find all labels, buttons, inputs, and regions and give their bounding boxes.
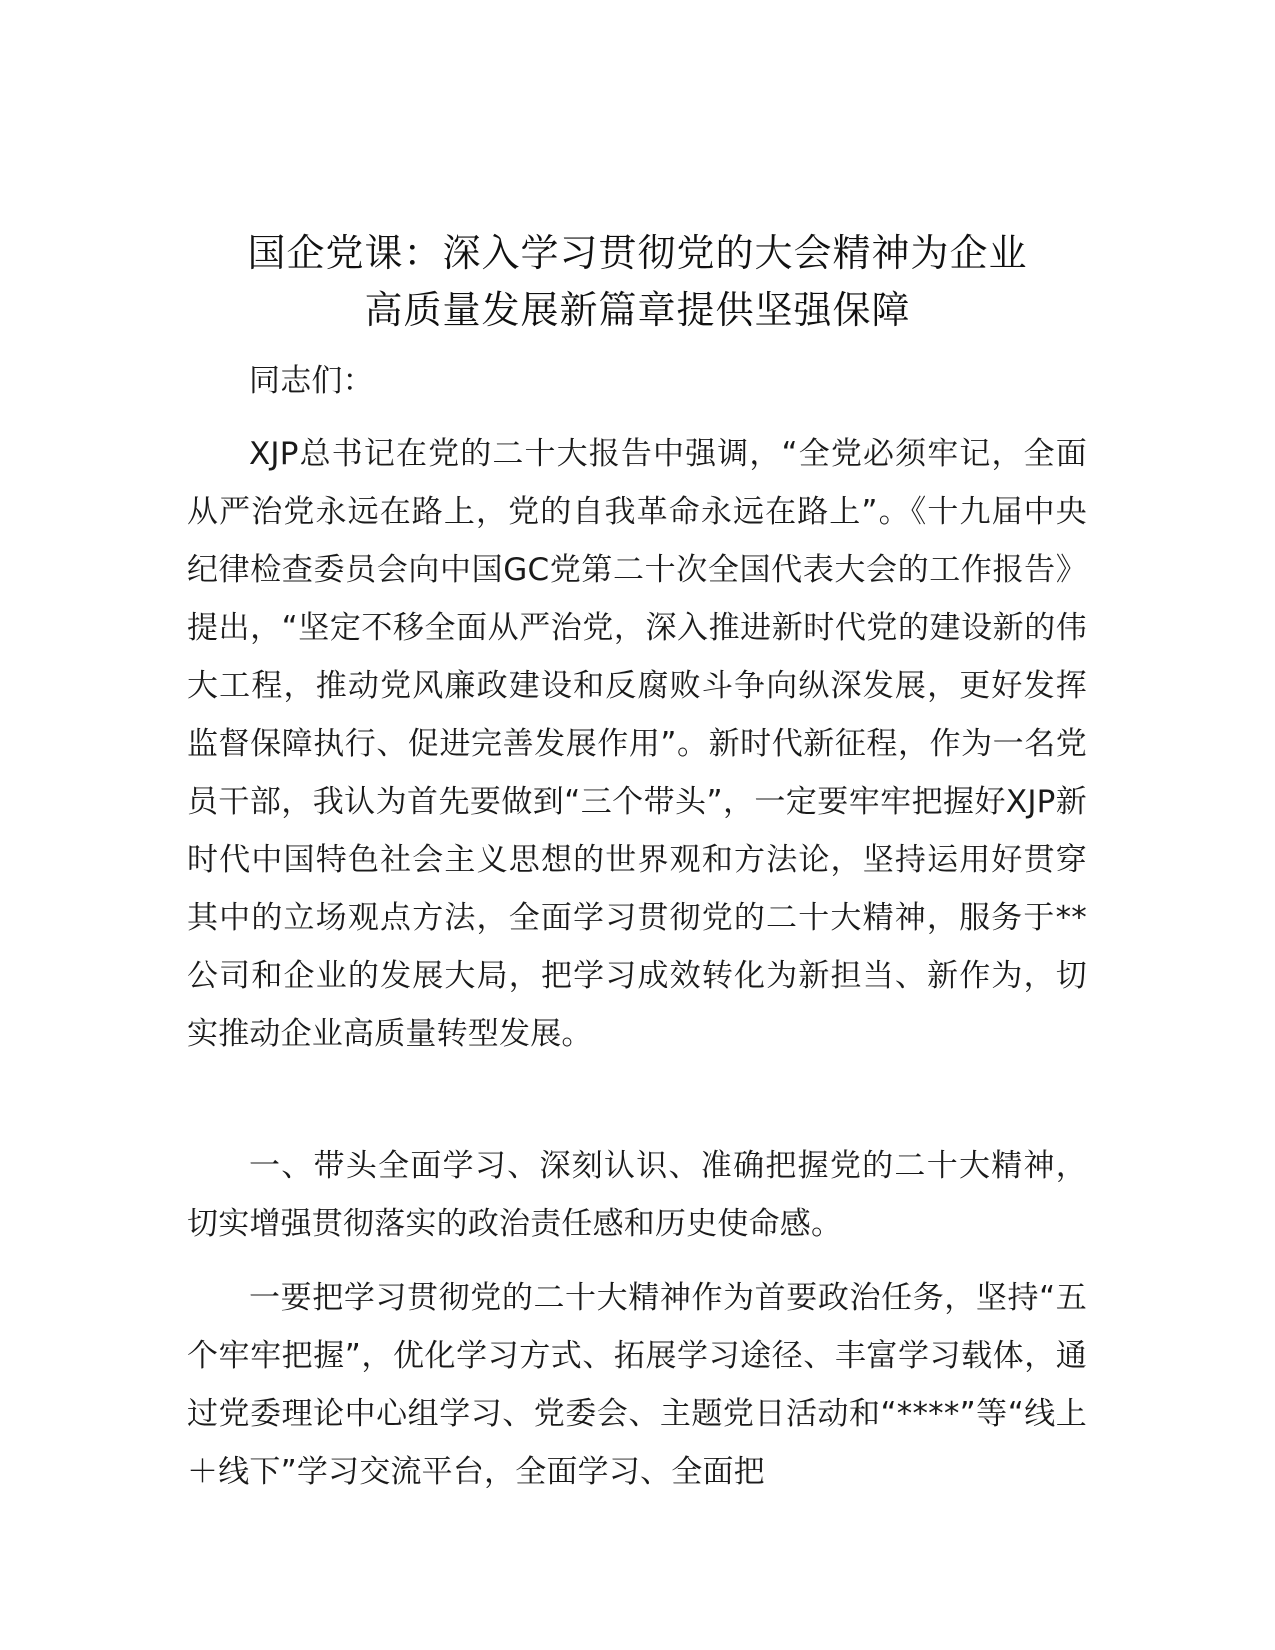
document-title-line-2: 高质量发展新篇章提供坚强保障 — [364, 288, 911, 332]
section-heading-1: 一、带头全面学习、深刻认识、准确把握党的二十大精神，切实增强贯彻落实的政治责任感和历史使命感。 — [187, 1148, 1087, 1242]
document-title-line-1: 国企党课：深入学习贯彻党的大会精神为企业 — [247, 231, 1028, 275]
document-title — [180, 225, 1095, 339]
salutation: 同志们： — [249, 363, 374, 399]
paragraph-point-1: 一要把学习贯彻党的二十大精神作为首要政治任务，坚持“五个牢牢把握”，优化学习方式、拓展学习途径、丰富学习载体，通过党委理论中心组学习、党委会、主题党日活动和“****”等“线上＋线下”学习交流平台，全面学习、全面把 — [187, 1280, 1087, 1490]
paragraph-intro: XJP总书记在党的二十大报告中强调，“全党必须牢记，全面从严治党永远在路上，党的自我革命永远在路上”。《十九届中央纪律检查委员会向中国GC党第二十次全国代表大会的工作报告》提出，“坚定不移全面从严治党，深入推进新时代党的建设新的伟大工程，推动党风廉政建设和反腐败斗争向纵深发展，更好发挥监督保障执行、促进完善发展作用”。新时代新征程，作为一名党员干部，我认为首先要做到“三个带头”，一定要牢牢把握好XJP新时代中国特色社会主义思想的世界观和方法论，坚持运用好贯穿其中的立场观点方法，全面学习贯彻党的二十大精神，服务于**公司和企业的发展大局，把学习成效转化为新担当、新作为，切实推动企业高质量转型发展。 — [187, 436, 1087, 1052]
